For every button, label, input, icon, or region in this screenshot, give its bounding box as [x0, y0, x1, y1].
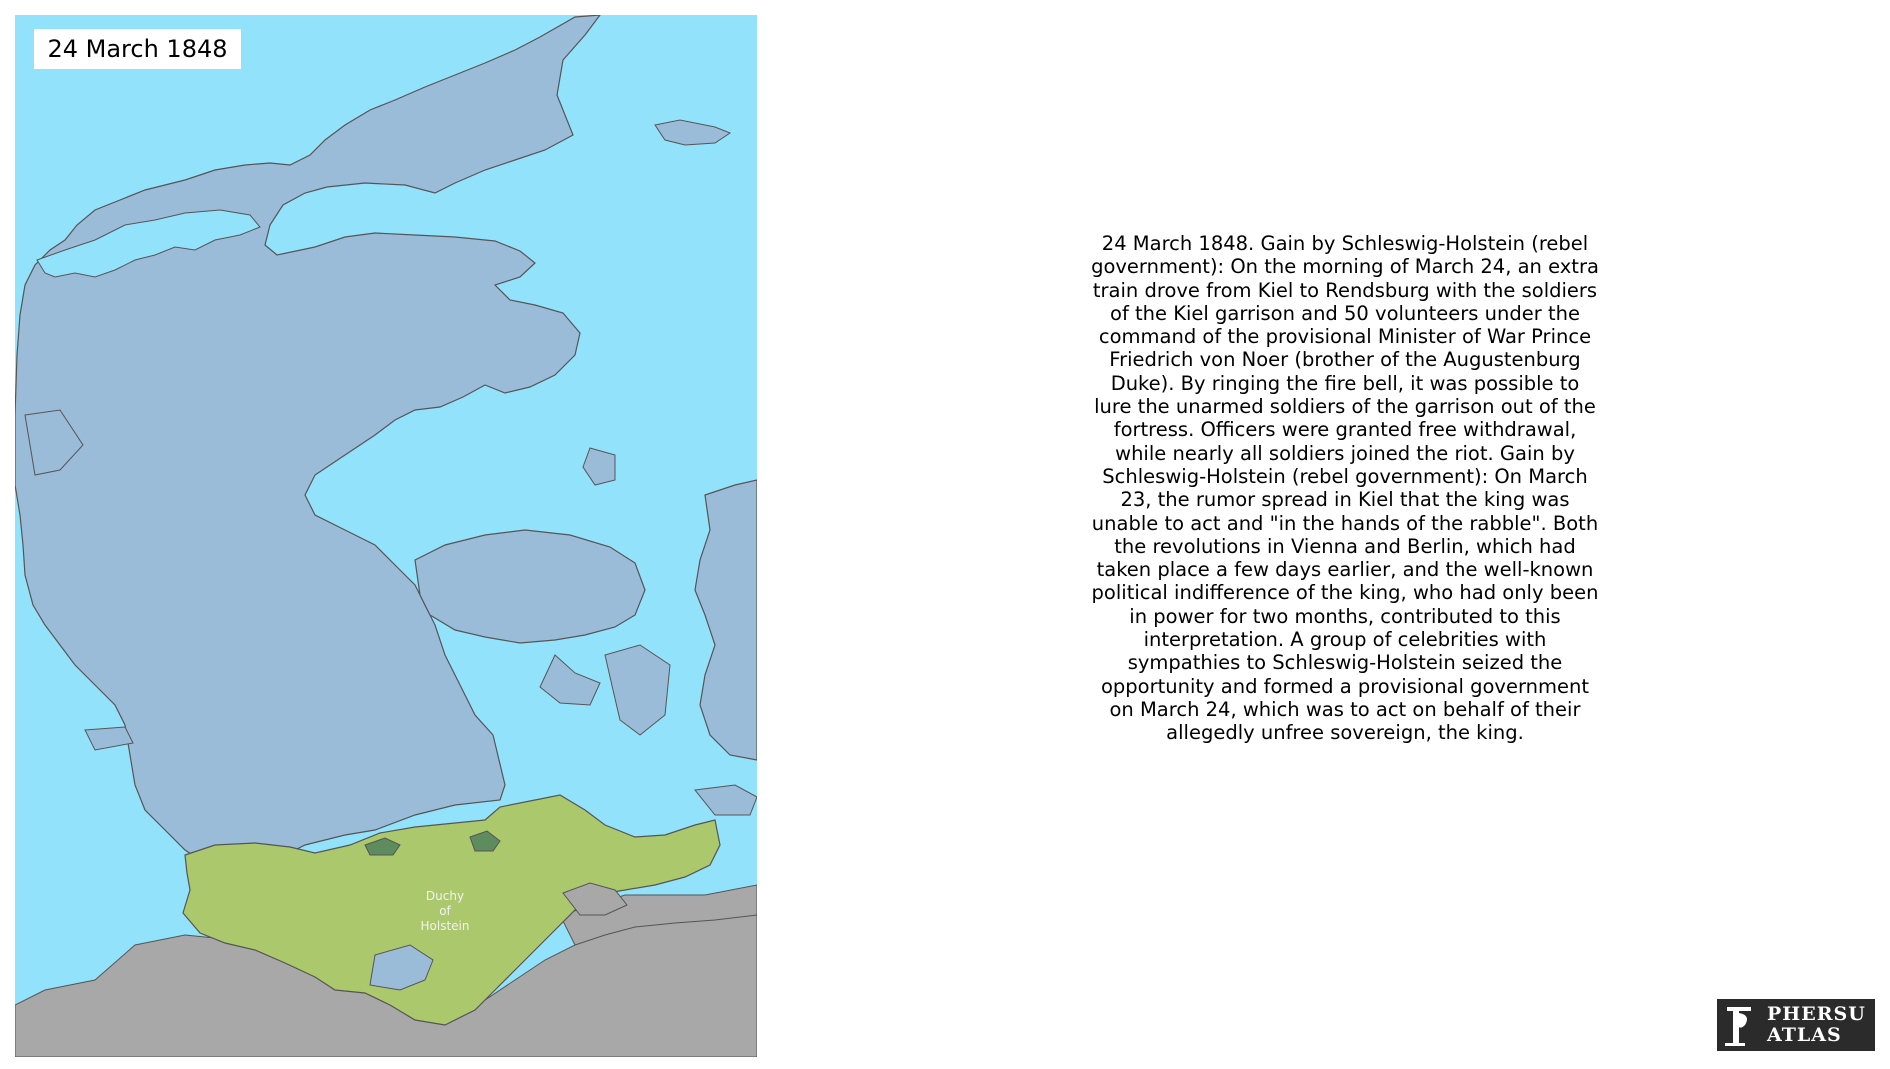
date-label: 24 March 1848	[34, 29, 241, 69]
phersu-atlas-logo[interactable]	[1717, 999, 1875, 1051]
small-island-3	[583, 448, 615, 485]
map-canvas	[15, 15, 757, 1057]
small-island-4	[655, 120, 730, 145]
small-island-6	[85, 727, 133, 750]
small-island-2	[540, 655, 600, 705]
zealand-island	[695, 480, 757, 760]
logo-line2: ATLAS	[1767, 1024, 1842, 1046]
region-label-line1: Duchy	[425, 889, 465, 903]
event-description: 24 March 1848. Gain by Schleswig-Holstein (rebel government): On the morning of March 24, an extra train drove from Kiel to Rendsburg with the soldiers of the Kiel garrison and 50 volunteers under the command of the provisional Minister of War Prince Friedrich von Noer (brother of the Augustenburg Duke). By ringing the fire bell, it was possible to lure the unarmed soldiers of the garrison out of the fortress. Officers were granted free withdrawal, while nearly all soldiers joined the riot. Gain by Schleswig-Holstein (rebel government): On March 23, the rumor spread in Kiel that the king was unable to act and "in the hands of the rabble". Both the revolutions in Vienna and Berlin, which had taken place a few days earlier, and the well-known political indifference of the king, who had only been in power for two months, contributed to this interpretation. A group of celebrities with sympathies to Schleswig-Holstein seized the opportunity and formed a provisional government on March 24, which was to act on behalf of their allegedly unfree sovereign, the king.	[1091, 232, 1599, 745]
funen-island	[415, 530, 645, 643]
logo-line1: PHERSU	[1767, 1003, 1866, 1025]
small-island-1	[605, 645, 670, 735]
phersu-logo-icon	[1717, 999, 1761, 1051]
region-label-line3: Holstein	[420, 919, 470, 933]
logo-text	[1767, 1004, 1866, 1046]
map-panel	[15, 15, 757, 1057]
region-label-line2: of	[439, 904, 451, 918]
small-island-7	[695, 785, 757, 815]
